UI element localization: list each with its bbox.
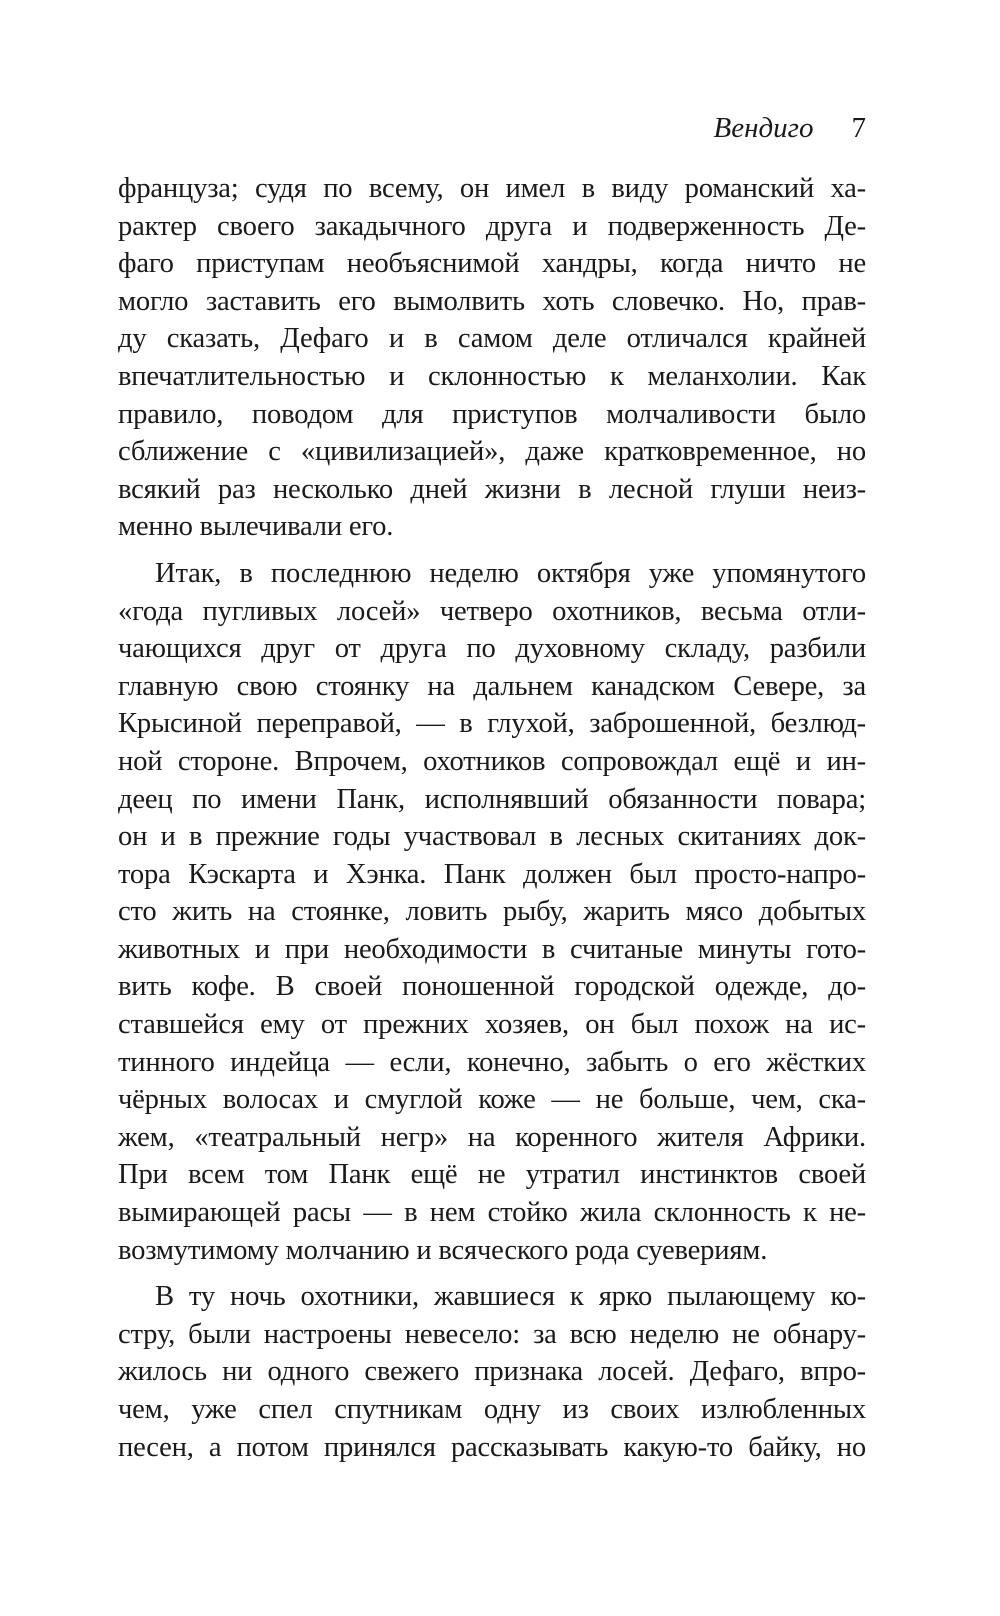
text-line: песен, а потом принялся рассказывать какую-то байку, но (118, 1431, 866, 1463)
text-line: возмутимому молчанию и всяческого рода суевериям. (118, 1234, 768, 1266)
text-line: ной стороне. Впрочем, охотников сопровождал ещё и ин- (118, 745, 866, 777)
paragraph-2 (118, 555, 866, 1269)
text-line: жилось ни одного свежего признака лосей. Дефаго, впро- (118, 1356, 866, 1388)
text-line: чёрных волосах и смуглой коже — не больше, чем, ска- (118, 1084, 866, 1116)
page-number: 7 (851, 112, 866, 144)
text-line: В ту ночь охотники, жавшиеся к ярко пылающему ко- (155, 1281, 866, 1313)
text-line: рактер своего закадычного друга и подверженность Де- (118, 210, 866, 242)
body-text (118, 170, 866, 1466)
text-line: «года пугливых лосей» четверо охотников, весьма отли- (118, 595, 866, 627)
text-line: всякий раз несколько дней жизни в лесной глуши неиз- (118, 473, 866, 505)
text-line: правило, поводом для приступов молчаливости было (118, 398, 866, 430)
paragraph-1 (118, 170, 866, 546)
running-head (118, 112, 866, 152)
paragraph-3 (118, 1278, 866, 1466)
text-line: деец по имени Панк, исполнявший обязанности повара; (118, 783, 866, 815)
text-line: француза; судя по всему, он имел в виду романский ха- (118, 173, 866, 204)
text-line: могло заставить его вымолвить хоть словечко. Но, прав- (118, 285, 866, 317)
text-line: Крысиной переправой, — в глухой, заброшенной, безлюд- (118, 708, 866, 740)
text-line: чающихся друг от друга по духовному складу, разбили (118, 633, 866, 665)
text-line: менно вылечивали его. (118, 511, 394, 543)
text-line: вымирающей расы — в нем стойко жила склонность к не- (118, 1197, 866, 1229)
text-line: сближение с «цивилизацией», даже кратковременное, но (118, 436, 866, 468)
text-line: тора Кэскарта и Хэнка. Панк должен был просто-напро- (118, 858, 866, 890)
text-line: фаго приступам необъяснимой хандры, когда ничто не (118, 248, 866, 280)
text-line: Итак, в последнюю неделю октября уже упомянутого (155, 557, 866, 589)
text-line: ду сказать, Дефаго и в самом деле отличался крайней (118, 323, 866, 355)
paragraph-gap (118, 546, 866, 555)
text-line: стру, были настроены невесело: за всю неделю не обнару- (118, 1318, 866, 1350)
text-line: впечатлительностью и склонностью к меланхолии. Как (118, 360, 866, 392)
text-line: вить кофе. В своей поношенной городской одежде, до- (118, 971, 866, 1003)
text-line: ставшейся ему от прежних хозяев, он был похож на ис- (118, 1009, 866, 1041)
text-line: жем, «театральный негр» на коренного жителя Африки. (118, 1121, 866, 1153)
text-line: сто жить на стоянке, ловить рыбу, жарить мясо добытых (118, 896, 866, 928)
text-line: главную свою стоянку на дальнем канадском Севере, за (118, 670, 866, 702)
text-line: он и в прежние годы участвовал в лесных скитаниях док- (118, 821, 866, 853)
text-line: животных и при необходимости в считаные минуты гото- (118, 933, 866, 965)
paragraph-gap (118, 1269, 866, 1278)
running-title: Вендиго (713, 112, 814, 144)
text-line: чем, уже спел спутникам одну из своих излюбленных (118, 1394, 866, 1425)
text-line: При всем том Панк ещё не утратил инстинктов своей (118, 1159, 866, 1191)
text-line: тинного индейца — если, конечно, забыть о его жёстких (118, 1046, 866, 1078)
